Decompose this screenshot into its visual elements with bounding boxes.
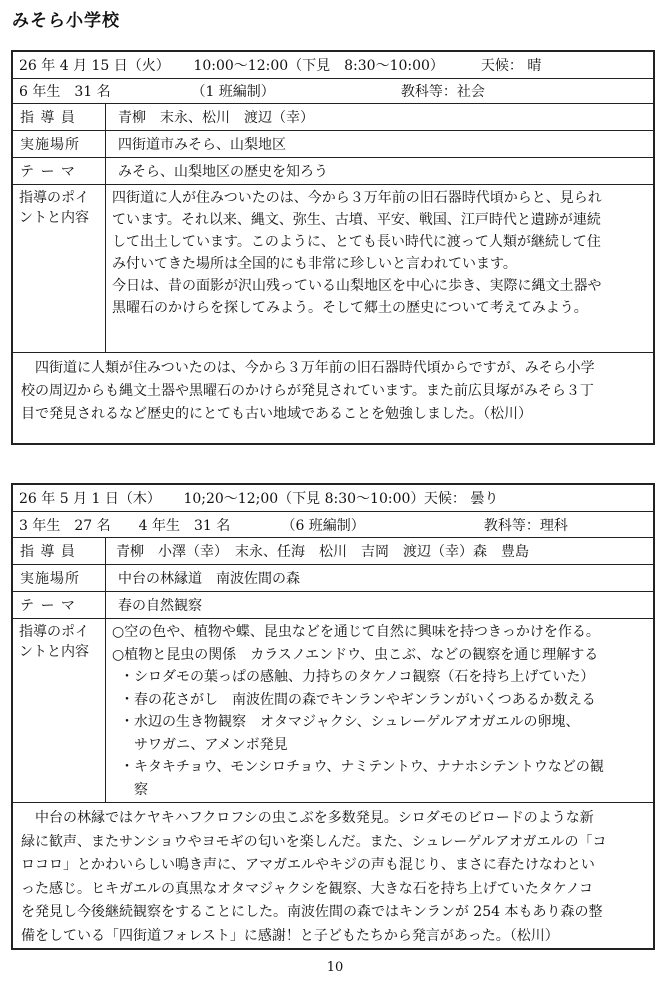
points-content [106, 185, 653, 352]
point-line: ・シロダモの葉っぱの感触、力持ちのタケノコ観察（石を持ち上げていた） [120, 669, 595, 685]
location: 中台の林縁道 南波佐間の森 [118, 571, 300, 587]
lesson-groups: （1 班編制） [191, 84, 275, 100]
location: 四街道市みそら、山梨地区 [118, 137, 286, 153]
instructors: 青柳 末永、松川 渡辺（幸） [118, 110, 314, 126]
lesson-subject: 教科等：理科 [483, 517, 568, 534]
location-row [13, 131, 653, 158]
point-line: ・春の花さがし 南波佐間の森でキンランやギンランがいくつあるか数える [120, 691, 596, 708]
location-label: 実施場所 [13, 565, 106, 591]
grade-row [13, 512, 653, 538]
point-line: ○空の色や、植物や蝶、昆虫などを通じて自然に興味を持つきっかけを作る。 [112, 624, 600, 640]
point-line: 今日は、昔の面影が沢山残っている山梨地区を中心に歩き、実際に縄文土器や [112, 278, 602, 294]
summary-line: 四街道に人類が住みついたのは、今から３万年前の旧石器時代頃からですが、みそら小学 [21, 360, 595, 376]
theme: みそら、山梨地区の歴史を知ろう [118, 164, 328, 180]
lesson-date: 26 年 5 月 1 日（木） [19, 491, 161, 507]
theme-label: テ ー マ [13, 592, 106, 618]
point-line: 四街道に人が住みついたのは、今から３万年前の旧石器時代頃からと、見られ [112, 190, 602, 206]
summary-line: 校の周辺からも縄文土器や黒曜石のかけらが発見されています。また前広貝塚がみそら３丁 [21, 383, 594, 399]
point-line: ・水辺の生き物観察 オタマジャクシ、シュレーゲルアオガエルの卵塊、 [120, 714, 580, 730]
points-label: 指導のポイ ントと内容 [13, 185, 106, 352]
page-title: みそら小学校 [12, 11, 120, 31]
location-label: 実施場所 [13, 131, 106, 157]
instructors: 青柳 小澤（幸） 末永、任海 松川 吉岡 渡辺（幸）森 豊島 [116, 544, 529, 560]
summary [13, 353, 653, 426]
point-line: サワガニ、アメンボ発見 [120, 736, 288, 753]
point-line: ・キタキチョウ、モンシロチョウ、ナミテントウ、ナナホシテントウなどの観 [120, 759, 604, 775]
page-number: 10 [326, 960, 344, 975]
points-row [13, 619, 653, 803]
theme: 春の自然観察 [118, 598, 202, 614]
lesson-groups: （6 班編制） [281, 517, 365, 534]
points-content [106, 619, 653, 802]
point-line: ています。それ以来、縄文、弥生、古墳、平安、戦国、江戸時代と遺跡が連続 [112, 212, 601, 228]
point-line: して出土しています。このように、とても長い時代に渡って人類が継続して住 [112, 234, 601, 250]
summary-line: 目で発見されるなど歴史的にとても古い地域であることを勉強しました。（松川） [21, 406, 532, 422]
location-row [13, 565, 653, 592]
instructor-label: 指 導 員 [13, 538, 106, 564]
lesson-weather: 天候： 晴 [480, 58, 542, 74]
date-row [13, 485, 653, 512]
lesson-card-2 [11, 483, 655, 950]
grade-row [13, 79, 653, 104]
summary-line: ロコロ」とかわいらしい鳴き声に、アマガエルやキジの声も混じり、まさに春たけなわとい [21, 857, 595, 873]
lesson-weather: 天候： 曇り [423, 491, 499, 507]
lesson-grade: 3 年生 27 名 4 年生 31 名 [19, 517, 231, 534]
instructor-row [13, 538, 653, 565]
point-line: み付いてきた場所は全国的にも非常に珍しいと言われています。 [112, 256, 517, 272]
summary-line: った感じ。ヒキガエルの真黒なオタマジャクシを観察、大きな石を持ち上げていたタケノコ [21, 880, 594, 897]
date-row [13, 52, 653, 79]
summary-line: を発見し今後継続観察をすることにした。南波佐間の森ではキンランが 254 本もあり森の整 [21, 904, 603, 920]
point-line: 察 [120, 781, 148, 798]
points-label: 指導のポイ ントと内容 [13, 619, 106, 802]
theme-row [13, 592, 653, 619]
summary-line: 中台の林縁ではケヤキハフクロフシの虫こぶを多数発見。シロダモのビロードのような新 [21, 810, 594, 826]
theme-row [13, 158, 653, 185]
lesson-time: 10;20～12;00（下見 8:30～10:00） [183, 491, 425, 507]
lesson-time: 10:00～12:00（下見 8:30～10:00） [193, 58, 444, 74]
instructor-row [13, 104, 653, 131]
lesson-subject: 教科等：社会 [400, 84, 485, 100]
points-row [13, 185, 653, 353]
lesson-card-1 [11, 50, 655, 445]
theme-label: テ ー マ [13, 158, 106, 184]
summary-line: 備をしている「四街道フォレスト」に感謝！と子どもたちから発言があった。（松川） [21, 927, 559, 944]
lesson-grade: 6 年生 31 名 [19, 84, 111, 100]
lesson-date: 26 年 4 月 15 日（火） [19, 58, 170, 74]
summary-line: 緑に歓声、またサンショウやヨモギの匂いを楽しんだ。また、シュレーゲルアオガエルの「コ [21, 833, 607, 850]
instructor-label: 指 導 員 [13, 104, 106, 130]
point-line: 黒曜石のかけらを探してみよう。そして郷土の歴史について考えてみよう。 [112, 300, 588, 316]
summary [13, 803, 653, 948]
point-line: ○植物と昆虫の関係 カラスノエンドウ、虫こぶ、などの観察を通じ理解する [112, 646, 599, 663]
